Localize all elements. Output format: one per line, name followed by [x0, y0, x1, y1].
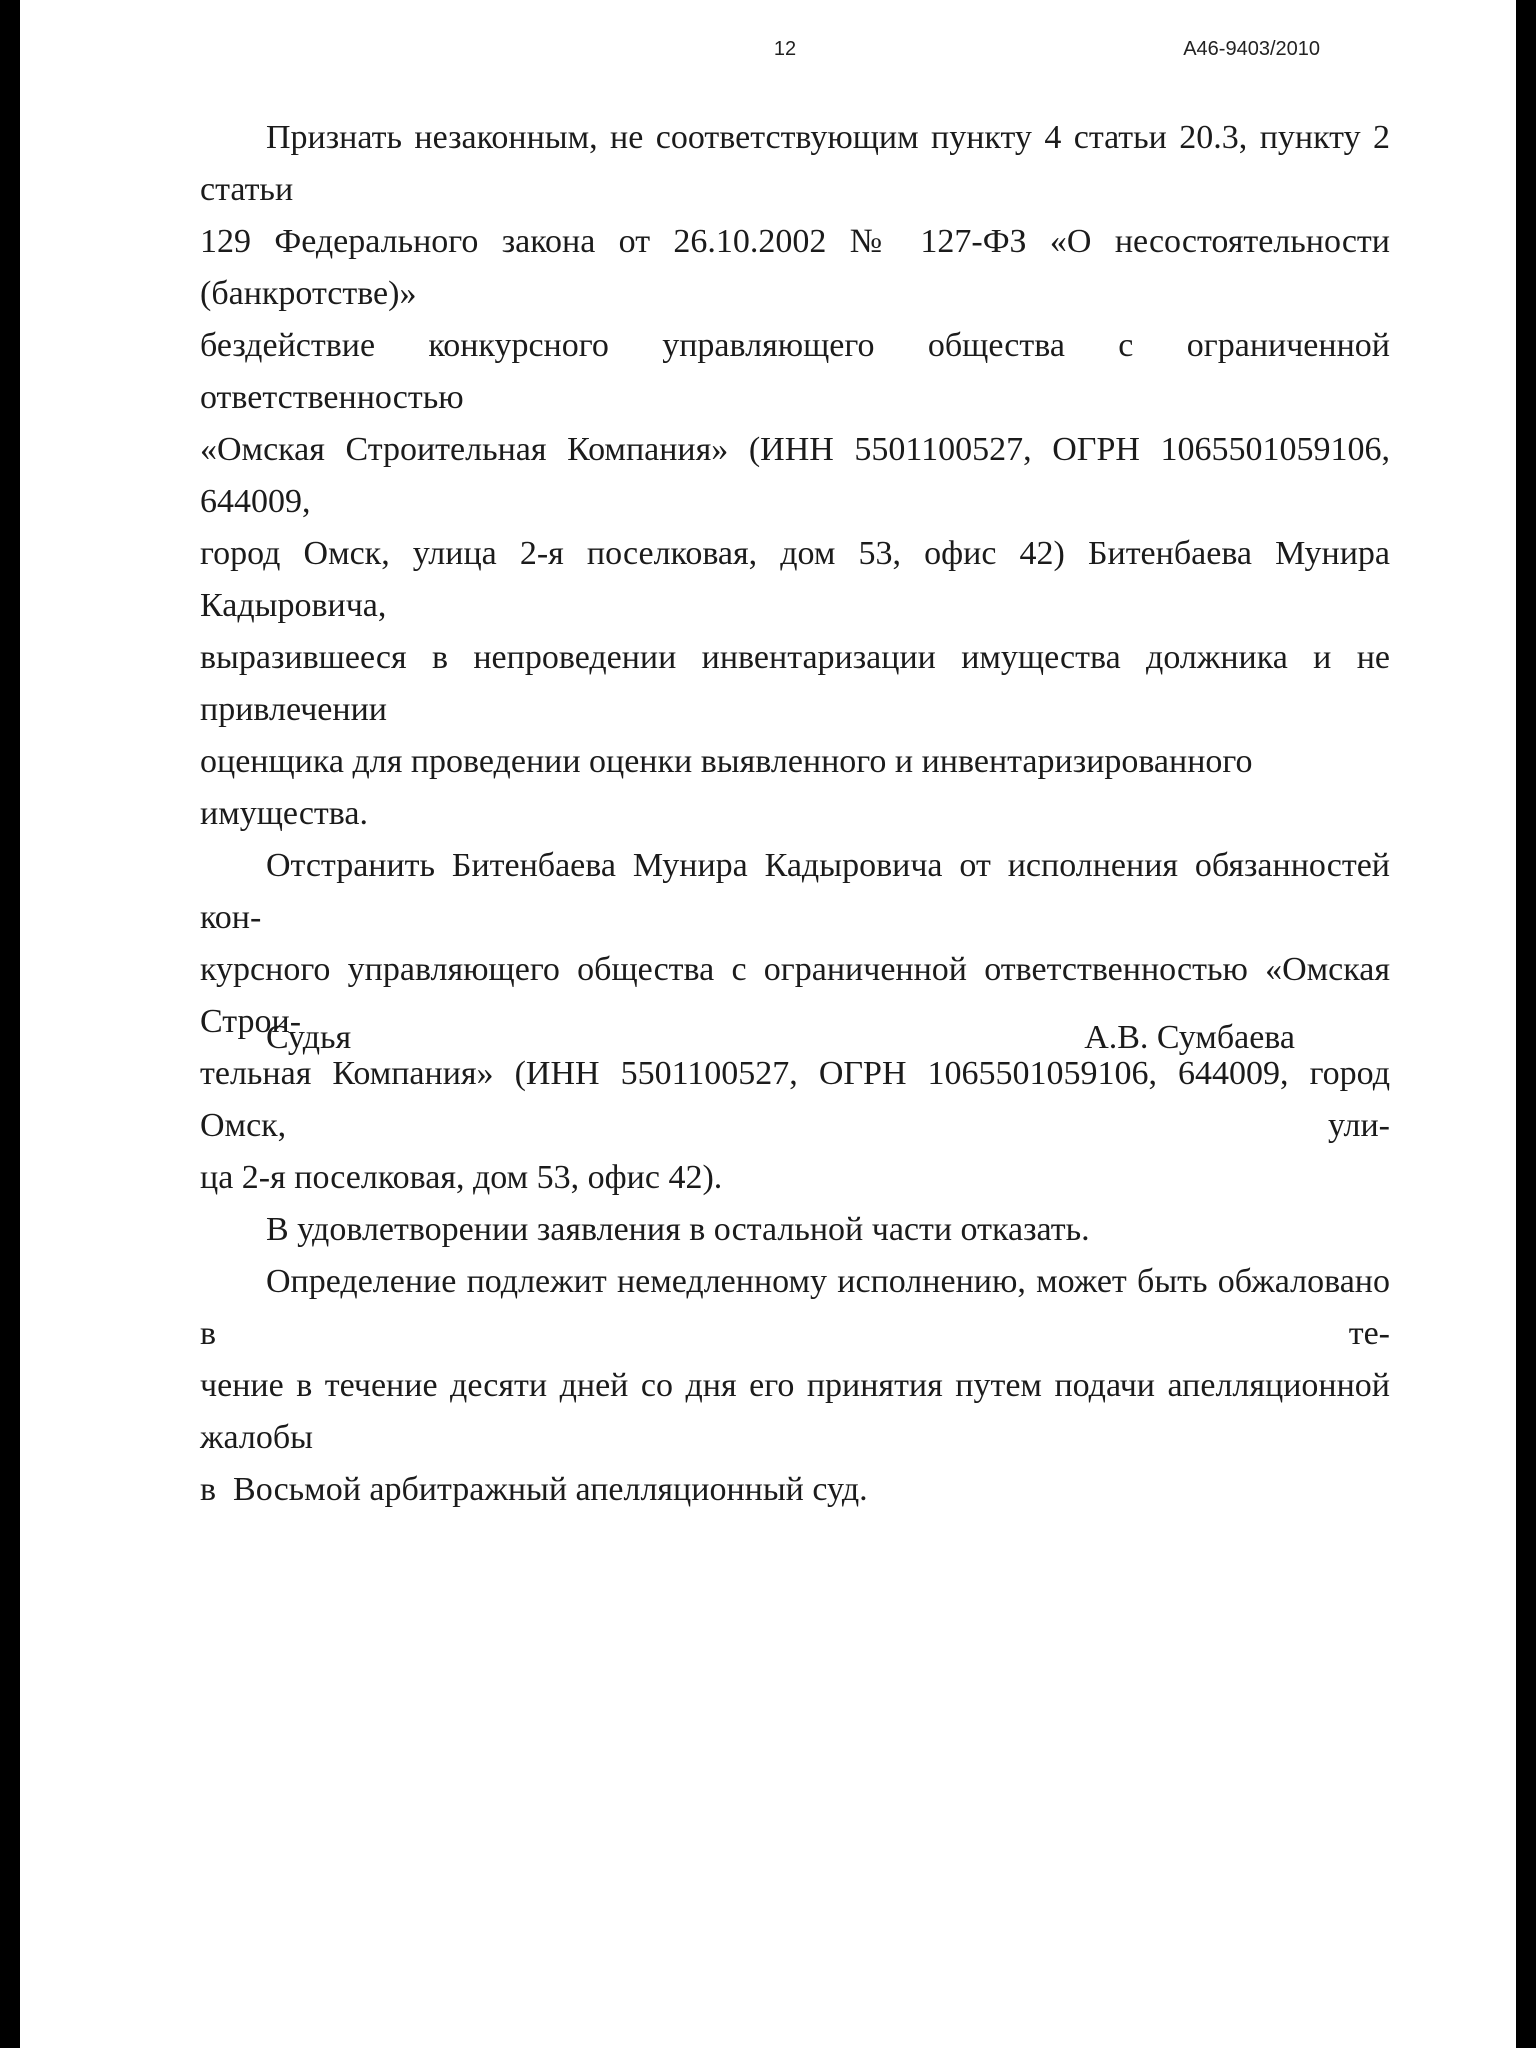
- text-line: бездействие конкурсного управляющего общества с ограниченной ответственностью: [200, 327, 1390, 416]
- text-line: Определение подлежит немедленному исполнению, может быть обжаловано в те-: [200, 1263, 1390, 1352]
- scan-edge-left: [0, 0, 20, 2048]
- text-line: курсного управляющего общества с ограниченной ответственностью «Омская Строи-: [200, 951, 1390, 1040]
- signature-name: А.В. Сумбаева: [1084, 1019, 1295, 1056]
- text-line: оценщика для проведении оценки выявленного и инвентаризированного имущества.: [200, 743, 1262, 832]
- text-line: тельная Компания» (ИНН 5501100527, ОГРН 1065501059106, 644009, город Омск, ули-: [200, 1055, 1390, 1144]
- text-line: ца 2-я поселковая, дом 53, офис 42).: [200, 1159, 723, 1196]
- text-line: выразившееся в непроведении инвентаризации имущества должника и не привлечении: [200, 639, 1390, 728]
- text-line: чение в течение десяти дней со дня его принятия путем подачи апелляционной жалобы: [200, 1367, 1390, 1456]
- text-line: город Омск, улица 2-я поселковая, дом 53, офис 42) Битенбаева Мунира Кадыровича,: [200, 535, 1390, 624]
- text-line: Признать незаконным, не соответствующим пункту 4 статьи 20.3, пункту 2 статьи: [200, 119, 1390, 208]
- case-number: А46-9403/2010: [1183, 38, 1320, 60]
- signature-label: Судья: [266, 1019, 352, 1056]
- text-line: «Омская Строительная Компания» (ИНН 5501100527, ОГРН 1065501059106, 644009,: [200, 431, 1390, 520]
- ruling-text-block: [200, 112, 1390, 1516]
- signature-row: [200, 1012, 1390, 1064]
- text-line: Отстранить Битенбаева Мунира Кадыровича от исполнения обязанностей кон-: [200, 847, 1390, 936]
- scan-edge-right: [1516, 0, 1536, 2048]
- text-line: В удовлетворении заявления в остальной части отказать.: [266, 1211, 1090, 1248]
- page-number: 12: [773, 38, 797, 60]
- text-line: 129 Федерального закона от 26.10.2002 № 127-ФЗ «О несостоятельности (банкротстве)»: [200, 223, 1390, 312]
- text-line: в Восьмой арбитражный апелляционный суд.: [200, 1471, 868, 1508]
